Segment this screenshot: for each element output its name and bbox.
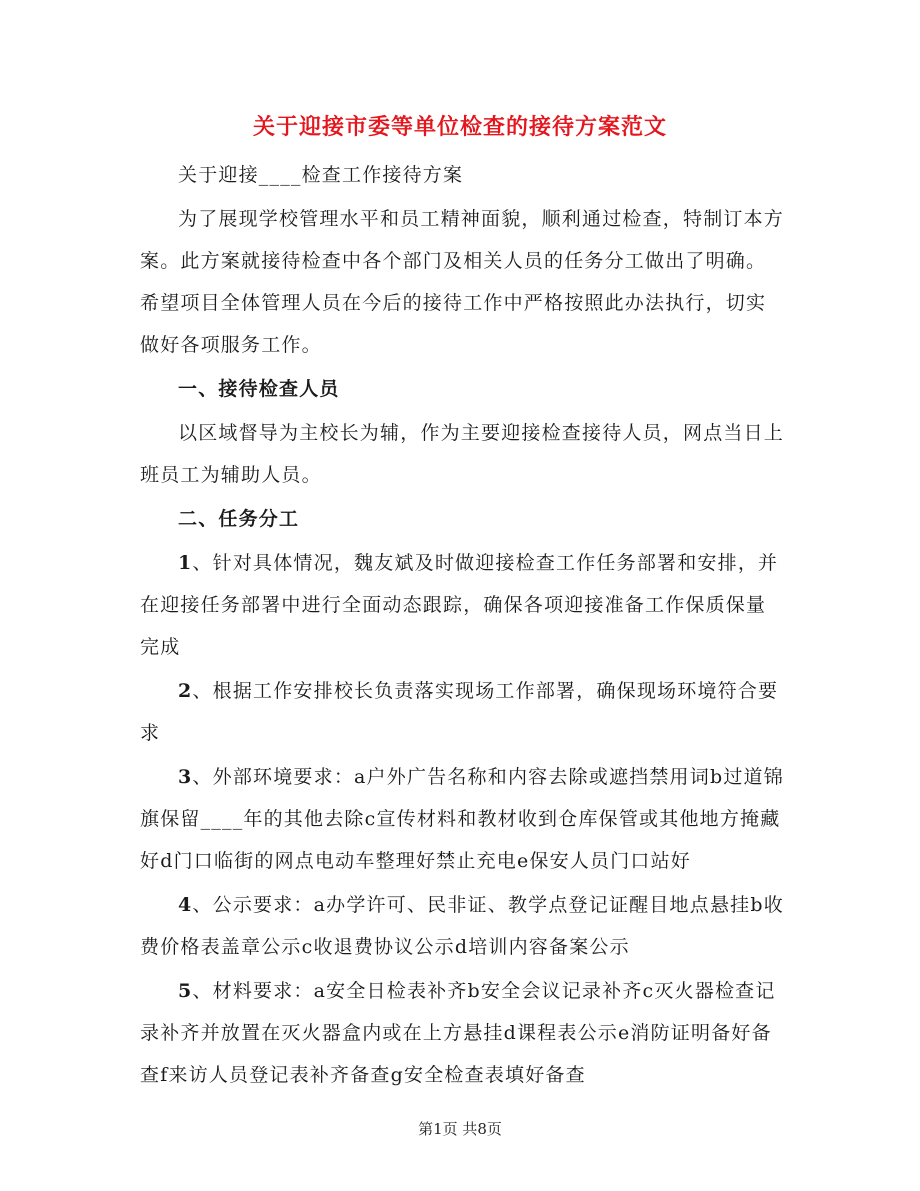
task-item-number: 5 bbox=[178, 980, 193, 1002]
task-item-4 bbox=[140, 884, 784, 968]
task-item-3 bbox=[140, 756, 784, 882]
task-item-number: 4 bbox=[178, 894, 193, 916]
page-number: 第1页 共8页 bbox=[418, 1120, 502, 1138]
intro-paragraph: 为了展现学校管理水平和员工精神面貌，顺利通过检查，特制订本方案。此方案就接待检查中各个部门及相关人员的任务分工做出了明确。希望项目全体管理人员在今后的接待工作中严格按照此办法执行，切实做好各项服务工作。 bbox=[140, 208, 785, 356]
task-item-text: 、根据工作安排校长负责落实现场工作部署，确保现场环境符合要求 bbox=[140, 680, 779, 744]
document-title: 关于迎接市委等单位检查的接待方案范文 bbox=[252, 114, 667, 140]
document-body bbox=[140, 154, 784, 1098]
task-item-number: 1 bbox=[178, 552, 193, 574]
task-item-text: 、公示要求：a办学许可、民非证、教学点登记证醒目地点悬挂b收费价格表盖章公示c收退费协议公示d培训内容备案公示 bbox=[140, 894, 784, 958]
task-item-2 bbox=[140, 670, 784, 754]
task-item-text: 、针对具体情况，魏友斌及时做迎接检查工作任务部署和安排，并在迎接任务部署中进行全面动态跟踪，确保各项迎接准备工作保质保量完成 bbox=[140, 552, 779, 658]
task-item-number: 2 bbox=[178, 680, 193, 702]
section-1-heading: 一、接待检查人员 bbox=[178, 378, 340, 400]
section-1-text: 以区域督导为主校长为辅，作为主要迎接检查接待人员，网点当日上班员工为辅助人员。 bbox=[140, 422, 785, 486]
task-item-number: 3 bbox=[178, 766, 193, 788]
plan-subtitle: 关于迎接____检查工作接待方案 bbox=[178, 164, 464, 186]
task-item-5 bbox=[140, 970, 784, 1096]
task-item-text: 、材料要求：a安全日检表补齐b安全会议记录补齐c灭火器检查记录补齐并放置在灭火器盒内或在上方悬挂d课程表公示e消防证明备好备查f来访人员登记表补齐备查g安全检查表填好备查 bbox=[140, 980, 776, 1086]
section-2-heading: 二、任务分工 bbox=[178, 508, 300, 530]
task-item-1 bbox=[140, 542, 784, 668]
task-item-text: 、外部环境要求：a户外广告名称和内容去除或遮挡禁用词b过道锦旗保留____年的其他去除c宣传材料和教材收到仓库保管或其他地方掩藏好d门口临街的网点电动车整理好禁止充电e保安人员门口站好 bbox=[140, 766, 784, 872]
